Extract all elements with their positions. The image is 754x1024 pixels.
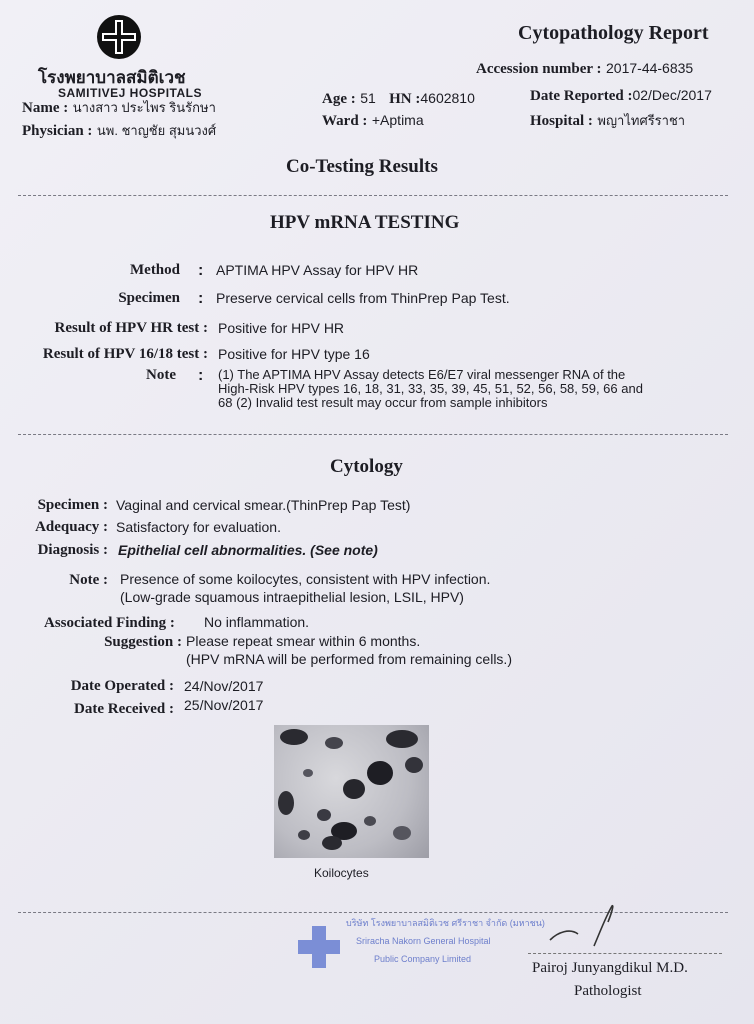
cyto-specimen-label: Specimen : — [37, 497, 108, 513]
ward-label: Ward : — [322, 113, 368, 129]
adequacy-label: Adequacy : — [35, 519, 108, 535]
date-operated-value: 24/Nov/2017 — [184, 678, 264, 694]
hpv-note-line: 68 (2) Invalid test result may occur from sample inhibitors — [218, 395, 548, 410]
date-received-value: 25/Nov/2017 — [184, 697, 264, 713]
stamp-cross-icon — [296, 924, 342, 970]
assoc-finding-value: No inflammation. — [204, 614, 310, 630]
hpv-note-line: (1) The APTIMA HPV Assay detects E6/E7 viral messenger RNA of the — [218, 367, 626, 382]
hospital-name-en: SAMITIVEJ HOSPITALS — [58, 86, 202, 100]
hospital-cross-logo-icon — [96, 14, 142, 60]
hpv-1618-label: Result of HPV 16/18 test : — [42, 346, 208, 362]
hpv-specimen-label: Specimen — [118, 290, 180, 306]
adequacy-value: Satisfactory for evaluation. — [116, 519, 281, 535]
physician-label: Physician : — [22, 123, 93, 139]
accession-label: Accession number : — [476, 61, 602, 77]
colon: : — [198, 262, 204, 279]
assoc-finding-label: Associated Finding : — [44, 615, 175, 631]
ward — [322, 112, 424, 130]
date-received-label: Date Received : — [74, 701, 174, 717]
hpv-note-label: Note — [146, 367, 176, 383]
ward-value: +Aptima — [371, 112, 424, 128]
hn-label: HN : — [389, 91, 421, 107]
hpv-1618-value: Positive for HPV type 16 — [218, 346, 370, 362]
method-value: APTIMA HPV Assay for HPV HR — [216, 262, 419, 278]
hpv-specimen-value: Preserve cervical cells from ThinPrep Pap Test. — [216, 290, 510, 306]
suggestion — [186, 632, 512, 668]
cyto-specimen-value: Vaginal and cervical smear.(ThinPrep Pap Test) — [116, 497, 411, 513]
divider — [18, 195, 728, 196]
hpv-title: HPV mRNA TESTING — [270, 212, 460, 233]
hpv-note-line: High-Risk HPV types 16, 18, 31, 33, 35, 39, 45, 51, 52, 56, 58, 59, 66 and — [218, 381, 643, 396]
age-value: 51 — [360, 90, 376, 106]
date-operated-label: Date Operated : — [70, 678, 174, 694]
micrograph-cells — [274, 725, 429, 858]
koilocytes-micrograph — [274, 725, 429, 858]
accession-value: 2017-44-6835 — [606, 60, 694, 76]
suggestion-line: (HPV mRNA will be performed from remaining cells.) — [186, 651, 512, 667]
date-reported-label: Date Reported : — [530, 88, 633, 104]
hospital-value: พญาไทศรีราชา — [597, 113, 686, 128]
divider — [18, 434, 728, 435]
date-reported-value: 02/Dec/2017 — [632, 87, 712, 103]
cytology-title: Cytology — [330, 456, 403, 477]
cyto-note-line: Presence of some koilocytes, consistent with HPV infection. — [120, 571, 491, 587]
name-value: นางสาว ประไพร รินรักษา — [72, 100, 216, 115]
cotesting-title: Co-Testing Results — [286, 156, 438, 177]
age-label: Age : — [322, 91, 356, 107]
cyto-note — [120, 570, 490, 606]
report-title: Cytopathology Report — [518, 22, 709, 44]
method-label: Method — [130, 262, 180, 278]
colon: : — [198, 367, 204, 384]
physician — [22, 120, 216, 141]
hospital-label: Hospital : — [530, 113, 593, 129]
physician-value: นพ. ชาญชัย สุมนวงศ์ — [96, 123, 217, 138]
diagnosis-label: Diagnosis : — [37, 542, 108, 558]
hospital-branch — [530, 110, 685, 131]
hospital-name-thai: โรงพยาบาลสมิติเวช — [38, 68, 186, 87]
hpv-hr-label: Result of HPV HR test : — [54, 320, 208, 336]
diagnosis-value: Epithelial cell abnormalities. (See note) — [118, 542, 378, 558]
signature-icon — [548, 902, 628, 950]
date-reported — [530, 87, 712, 105]
patient-name — [22, 97, 216, 118]
stamp-line: Public Company Limited — [374, 954, 472, 964]
hpv-hr-value: Positive for HPV HR — [218, 320, 345, 336]
cyto-note-label: Note : — [69, 572, 108, 588]
age-hn — [322, 90, 475, 108]
pathologist-name: Pairoj Junyangdikul M.D. — [532, 960, 688, 976]
name-label: Name : — [22, 100, 69, 116]
hn-value: 4602810 — [420, 90, 475, 106]
micrograph-caption: Koilocytes — [314, 866, 369, 880]
hpv-note — [218, 368, 643, 410]
cyto-note-line: (Low-grade squamous intraepithelial lesion, LSIL, HPV) — [120, 589, 464, 605]
signature-line — [528, 953, 722, 954]
suggestion-label: Suggestion : — [104, 634, 182, 650]
suggestion-line: Please repeat smear within 6 months. — [186, 633, 421, 649]
stamp-line: Sriracha Nakorn General Hospital — [356, 936, 491, 946]
stamp-line: บริษัท โรงพยาบาลสมิติเวช ศรีราชา จำกัด (มหาชน) — [346, 918, 545, 928]
pathologist-title: Pathologist — [574, 983, 642, 999]
accession-number — [476, 60, 693, 78]
colon: : — [198, 290, 204, 307]
